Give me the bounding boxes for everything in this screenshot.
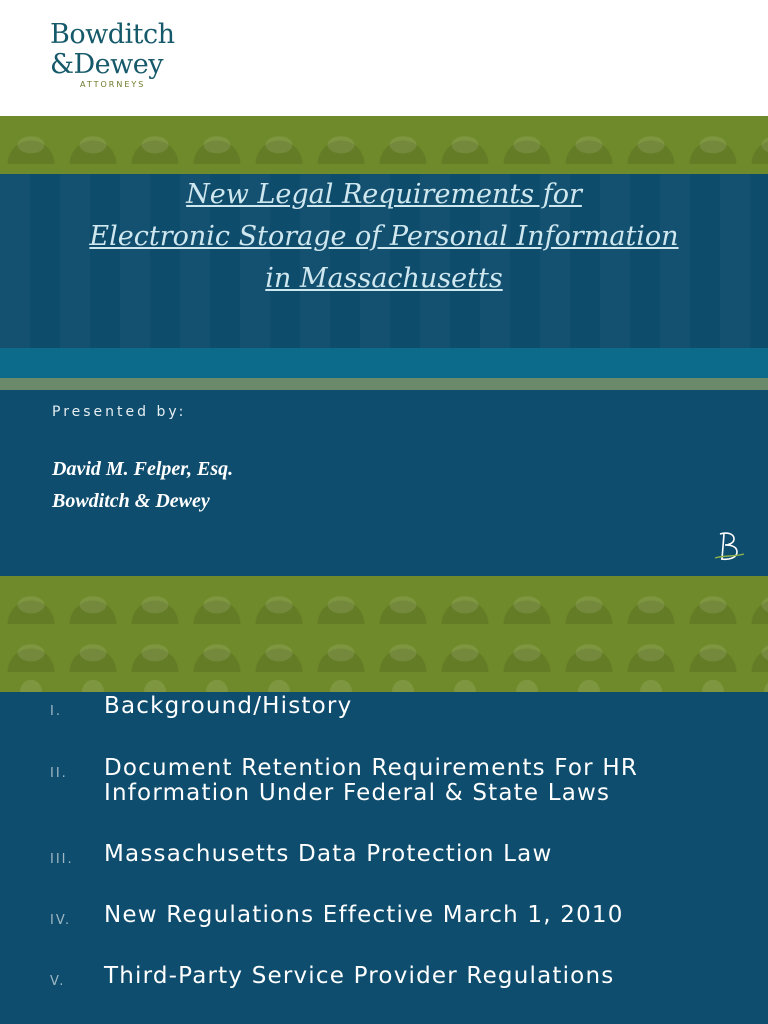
header: [0, 0, 768, 116]
agenda-text: Third-Party Service Provider Regulations: [104, 963, 615, 989]
presenter-firm: Bowditch & Dewey: [52, 490, 210, 512]
olive-damask-band-top: [0, 116, 768, 174]
agenda-text-line-2: Information Under Federal & State Laws: [104, 780, 611, 806]
firm-logo: [50, 20, 190, 89]
slide-title: [0, 174, 768, 300]
agenda-text: Background/History: [104, 693, 353, 719]
damask-pattern: [0, 642, 768, 692]
b-monogram-icon: [712, 530, 746, 564]
presenter-panel: [0, 390, 768, 576]
agenda-text-line-1: Document Retention Requirements For HR: [104, 755, 639, 781]
title-line-2: Electronic Storage of Personal Information: [89, 221, 679, 252]
olive-damask-band-middle: [0, 576, 768, 692]
agenda-numeral: V.: [50, 974, 66, 989]
presenter-name: David M. Felper, Esq.: [52, 458, 234, 480]
agenda-numeral: III.: [50, 852, 74, 867]
agenda-list: [0, 692, 768, 1024]
teal-divider: [0, 348, 768, 378]
title-line-3: in Massachusetts: [265, 263, 503, 294]
sage-divider: [0, 378, 768, 390]
presented-by-label: Presented by:: [52, 404, 187, 420]
agenda-numeral: II.: [50, 766, 68, 781]
agenda-numeral: IV.: [50, 913, 72, 928]
title-panel: [0, 174, 768, 348]
agenda-text: [104, 756, 638, 806]
agenda-text: Massachusetts Data Protection Law: [104, 841, 553, 867]
logo-line-2: &Dewey: [50, 49, 164, 80]
agenda-numeral: I.: [50, 704, 62, 719]
title-line-1: New Legal Requirements for: [186, 179, 582, 210]
logo-subtitle: ATTORNEYS: [80, 80, 146, 89]
logo-line-1: Bowditch: [50, 19, 175, 50]
agenda-text: New Regulations Effective March 1, 2010: [104, 902, 624, 928]
